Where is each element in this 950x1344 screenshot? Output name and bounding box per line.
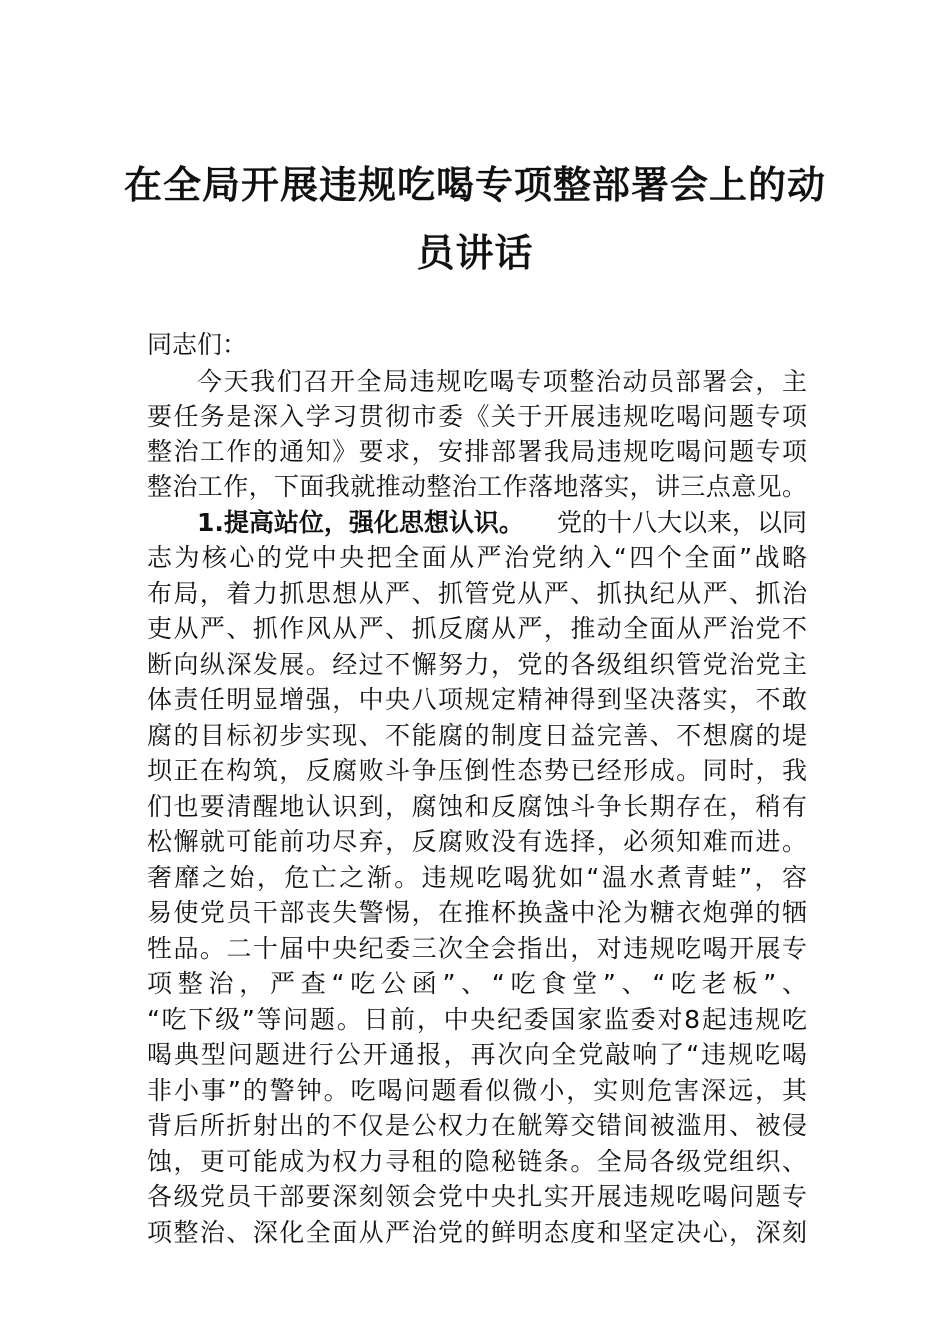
body-line: 们也要清醒地认识到，腐蚀和反腐蚀斗争长期存在，稍有 [147, 792, 807, 821]
body-line: 今天我们召开全局违规吃喝专项整治动员部署会，主 [197, 367, 807, 396]
body-line: 体责任明显增强，中央八项规定精神得到坚决落实，不敢 [147, 685, 807, 714]
document-title-line-1: 在全局开展违规吃喝专项整部署会上的动 [123, 162, 826, 207]
body-line: 项整治、深化全面从严治党的鲜明态度和坚定决心，深刻 [147, 1218, 807, 1247]
body-line: 整治工作，下面我就推动整治工作落地落实，讲三点意见。 [147, 472, 807, 501]
body-line: 布局，着力抓思想从严、抓管党从严、抓执纪从严、抓治 [147, 579, 807, 608]
body-line: 奢靡之始，危亡之渐。违规吃喝犹如“温水煮青蛙”，容 [147, 863, 807, 892]
salutation: 同志们： [147, 330, 248, 359]
section-1-first-line [197, 505, 807, 541]
body-line: 蚀，更可能成为权力寻租的隐秘链条。全局各级党组织、 [147, 1147, 807, 1176]
body-line: 要任务是深入学习贯彻市委《关于开展违规吃喝问题专项 [147, 402, 807, 431]
body-line: 坝正在构筑，反腐败斗争压倒性态势已经形成。同时，我 [147, 756, 807, 785]
body-line: 整治工作的通知》要求，安排部署我局违规吃喝问题专项 [147, 437, 807, 466]
body-line: 断向纵深发展。经过不懈努力，党的各级组织管党治党主 [147, 650, 807, 679]
body-line: “吃下级”等问题。日前，中央纪委国家监委对8起违规吃 [147, 1005, 807, 1034]
body-line: 牲品。二十届中央纪委三次全会指出，对违规吃喝开展专 [147, 934, 807, 963]
body-line: 易使党员干部丧失警惕，在推杯换盏中沦为糖衣炮弹的牺 [147, 898, 807, 927]
body-line: 非小事”的警钟。吃喝问题看似微小，实则危害深远，其 [147, 1076, 807, 1105]
body-line: 项整治，严查“吃公函”、“吃食堂”、“吃老板”、 [147, 969, 807, 998]
section-1-text: 党的十八大以来，以同 [556, 508, 807, 537]
body-line: 吏从严、抓作风从严、抓反腐从严，推动全面从严治党不 [147, 614, 807, 643]
section-1-heading: 1.提高站位，强化思想认识。 [197, 508, 524, 537]
body-line: 志为核心的党中央把全面从严治党纳入“四个全面”战略 [147, 543, 807, 572]
body-line: 腐的目标初步实现、不能腐的制度日益完善、不想腐的堤 [147, 721, 807, 750]
body-line: 背后所折射出的不仅是公权力在觥筹交错间被滥用、被侵 [147, 1111, 807, 1140]
body-line: 松懈就可能前功尽弃，反腐败没有选择，必须知难而进。 [147, 827, 807, 856]
body-line: 喝典型问题进行公开通报，再次向全党敲响了“违规吃喝 [147, 1040, 807, 1069]
body-line: 各级党员干部要深刻领会党中央扎实开展违规吃喝问题专 [147, 1182, 807, 1211]
document-title-line-2: 员讲话 [416, 230, 534, 275]
